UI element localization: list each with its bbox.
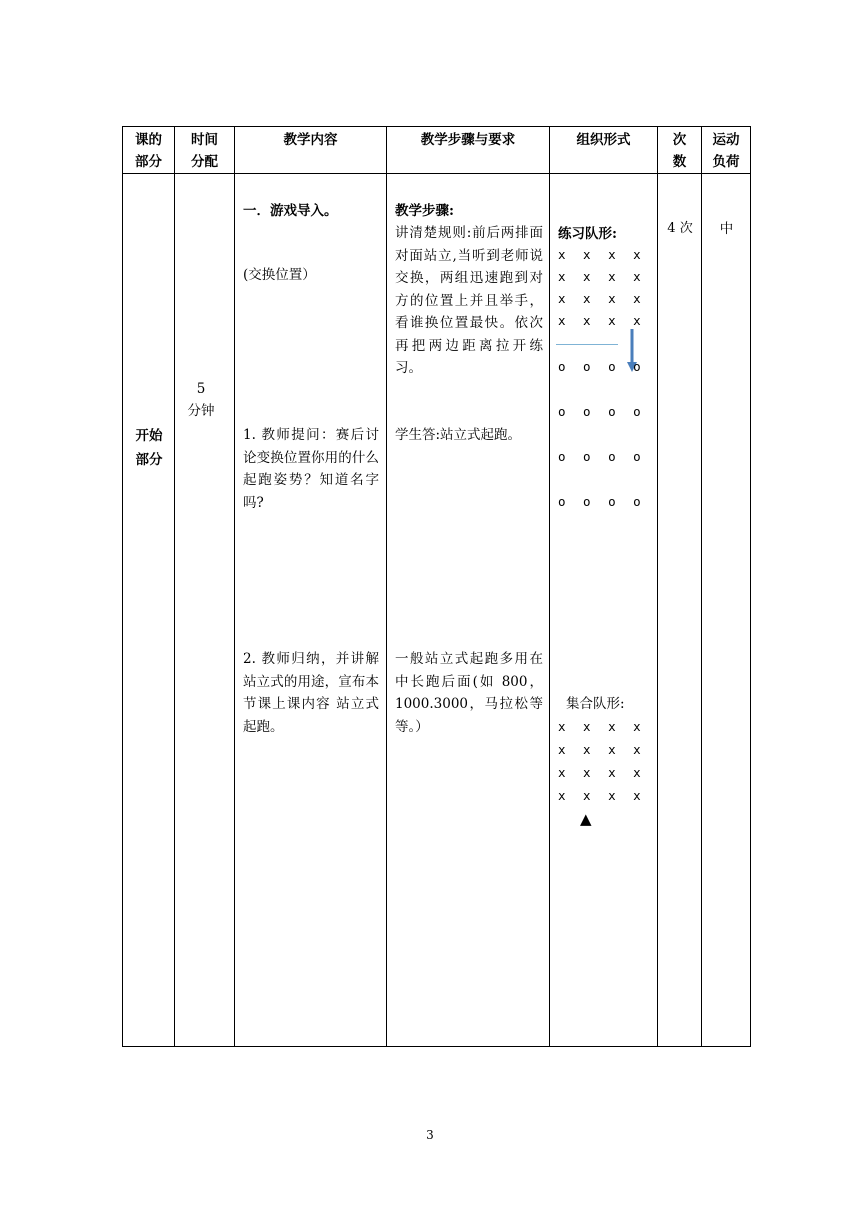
- teacher-triangle-icon: ▲: [580, 810, 592, 828]
- time-cell: [175, 174, 235, 1047]
- part-line2: 部分: [135, 452, 163, 468]
- practice-x-row: x x x x: [558, 291, 646, 306]
- practice-o-row: o o o o: [558, 404, 646, 419]
- practice-label: 练习队形:: [558, 226, 617, 242]
- lesson-plan-table: [122, 126, 751, 1047]
- count-cell: [658, 174, 702, 1047]
- header-part: 课的 部分: [123, 127, 175, 174]
- practice-x-row: x x x x: [558, 313, 646, 328]
- content-subtitle: (交换位置）: [243, 267, 316, 283]
- steps-rules: 讲清楚规则:前后两排面对面站立,当听到老师说交换，两组迅速跑到对方的位置上并且举手，看谁换位置最快。依次再把两边距离拉开练习。: [395, 225, 543, 376]
- practice-x-row: x x x x: [558, 269, 646, 284]
- time-unit: 分钟: [187, 403, 215, 419]
- count-value: 4 次: [667, 221, 693, 236]
- practice-o-row: o o o o: [558, 359, 646, 374]
- gather-label: 集合队形:: [566, 696, 625, 712]
- page-number: 3: [426, 1128, 434, 1142]
- organization-cell: [550, 174, 658, 1047]
- part-cell: [123, 174, 175, 1047]
- header-row: [123, 127, 751, 174]
- time-value: 5: [196, 381, 206, 397]
- steps-answer: 学生答:站立式起跑。: [395, 427, 522, 443]
- content-item1: 1. 教师提问：赛后讨论变换位置你用的什么起跑姿势？知道名字吗?: [243, 427, 379, 511]
- load-cell: [702, 174, 751, 1047]
- gather-x-row: x x x x: [558, 742, 646, 757]
- header-count: 次 数: [658, 127, 702, 174]
- practice-o-row: o o o o: [558, 449, 646, 464]
- content-title: 一．游戏导入。: [243, 203, 338, 219]
- steps-note: 一般站立式起跑多用在中长跑后面(如 800，1000.3000，马拉松等等。）: [395, 651, 543, 735]
- part-line1: 开始: [135, 428, 163, 444]
- header-steps: 教学步骤与要求: [387, 127, 550, 174]
- gather-x-row: x x x x: [558, 765, 646, 780]
- content-item2: 2. 教师归纳，并讲解站立式的用途，宣布本节课上课内容 站立式起跑。: [243, 651, 379, 735]
- steps-heading: 教学步骤:: [395, 203, 454, 219]
- content-cell: [235, 174, 387, 1047]
- gather-x-row: x x x x: [558, 788, 646, 803]
- load-value: 中: [719, 221, 734, 237]
- practice-x-row: x x x x: [558, 247, 646, 262]
- practice-o-row: o o o o: [558, 494, 646, 509]
- body-row: [123, 174, 751, 1047]
- header-organization: 组织形式: [550, 127, 658, 174]
- formation-divider-line: [556, 344, 618, 345]
- steps-cell: [387, 174, 550, 1047]
- header-content: 教学内容: [235, 127, 387, 174]
- gather-x-row: x x x x: [558, 719, 646, 734]
- header-time: 时间 分配: [175, 127, 235, 174]
- header-load: 运动 负荷: [702, 127, 751, 174]
